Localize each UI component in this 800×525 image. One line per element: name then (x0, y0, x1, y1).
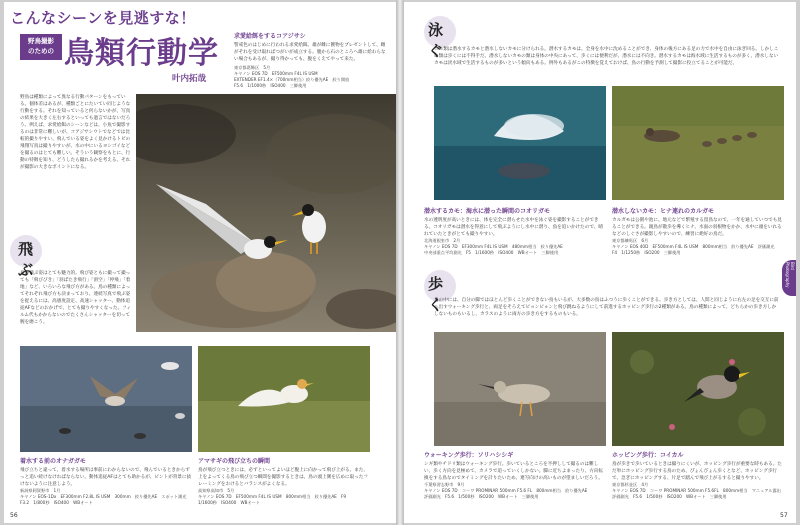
pintail-landing-photo (20, 346, 192, 452)
credit-line: 中央部重点平均測光 F5 1/1600秒 ISO400 WBオート 三脚使用 (424, 250, 559, 255)
swim-caption-2-title: 潜水しないカモ：ヒナ連れのカルガモ (612, 208, 715, 215)
feature-title: 鳥類行動学 (64, 36, 219, 71)
bottom-caption-1-credit (20, 488, 192, 506)
top-caption-credit (234, 65, 386, 89)
credit-line: 高知県高知市 5月 (198, 488, 235, 493)
credit-line: 千葉県習志野市 9月 (424, 482, 465, 487)
title-badge (20, 34, 62, 60)
swim-caption-1 (424, 206, 604, 256)
badge-line-2: のための (28, 47, 54, 55)
long-tailed-duck-diving-photo (434, 86, 606, 200)
spot-billed-duck-chicks-photo (612, 86, 784, 200)
bottom-caption-2-body: 鳥が飛び立つときには、必ずといってよいほど腹上に向かって飛び上がる。また、上をよってくる鳥の飛び立つ瞬間を撮影するときは、鳥の頭上側を広めに取ったフレーミングをおけるとバランスがよくなる。 (198, 468, 368, 487)
walk-caption-2-body: 鳥が歩きで歩いているときは撮りにくいが、ホッピング歩行が重要な時もある。ただ単にホッピング歩行する鳥のため、ぴょんぴょん歩くとなど、ホッピング歩行で、急ぎにホッピングする、片足で踏んで飛び上がるすると撮りやすい。 (612, 462, 782, 481)
fly-heading-text: 飛ぶ (18, 240, 34, 279)
swim-caption-1-title: 潜水するカモ：海水に潜った瞬間のコオリガモ (424, 208, 550, 215)
page-number-left: 56 (10, 512, 18, 519)
top-caption-title: 求愛給餌をするコアジサシ (234, 33, 306, 40)
bottom-caption-1-body: 飛び立ちと違って、着水する場所は事前にわからないので、飛んでいるときからずっと追い続けなければならない。動体追従AFはとても助かるが、ピントが背景に抜けないように注意しよう。 (20, 468, 192, 487)
swim-caption-2-body: カルガモは公園や池に、地元などで繁殖する留鳥なので、一年を通していつでも見ることができる。親鳥が散歩を導くヒナ、水面の羽根物をかか、水中に頭をいれるなどのしぐさが撮影しやすいので、練習に絶好の鳥だ。 (612, 218, 782, 237)
walk-caption-1 (424, 450, 604, 500)
credit-line: F5.6 1/1000秒 ISO400 三脚使用 (234, 83, 307, 88)
fly-heading (10, 235, 42, 279)
fly-body: 鳥が飛ぶ姿はとても魅力的。飛び姿ともに撮って撮っても「飛びびき」「羽ばたき飛行」「滑空」「停飛」「着地」など、いろいろな飛び方がある。鳥の種類によってそれぞれ飛び方も決まっており、連続写真で飛ぶ姿を捉えるには、高感度設定、高速シャッター、動体追従AFなどのおかげで、とても撮りやすくなった。フィルム代もかからないのでたくさんシャッターを切って腕を磨こう。 (20, 271, 131, 325)
walk-caption-1-title: ウォーキング歩行：ソリハシシギ (424, 452, 514, 459)
walk-caption-2 (612, 450, 784, 500)
swim-heading-text: 泳ぐ (428, 21, 444, 60)
headline: こんなシーンを見逃すな！ (10, 9, 196, 27)
credit-line: キヤノン EOS 7D EF300mm F4L IS USM 480mm相当 絞り優先AE (424, 244, 563, 249)
credit-line: 評価測光 F5.6 1/500秒 ISO200 WBオート 三脚使用 (612, 494, 727, 499)
credit-line: 北海道根室市 2月 (424, 238, 461, 243)
walk-caption-2-title: ホッピング歩行：コイカル (612, 452, 684, 459)
bottom-caption-2-title: アマサギの飛び立ちの瞬間 (198, 458, 271, 465)
credit-line: EXTENDER EF1.4×（700mm相当）絞り優先AE 絞り開放 (234, 77, 350, 82)
terek-sandpiper-photo (434, 332, 606, 446)
credit-line: 1/1600秒 ISO400 WBオート (198, 500, 261, 505)
walk-caption-1-body: シギ類やチドリ類はウォーキング歩行。歩いているところを半押しして撮るのは難しい、歩く方向を見極めて、カメラで追っていくしかない。脚に近ちよまったり、方向転換をする鳥なのでタイミングを計りたいため、連写向けの高いものが望ましいだろう。 (424, 462, 604, 481)
page-number-right: 57 (780, 512, 788, 519)
bottom-caption-1-title: 着水する前のオナガガモ (20, 458, 86, 465)
credit-line: 評価測光 F5.6 1/500秒 ISO200 WBオート 三脚使用 (424, 494, 539, 499)
credit-line: キヤノン EOS 7D コーワ PROMINAR 500mm F5.6 FL 800mm相当 絞り優先AE (424, 488, 588, 493)
credit-line: キヤノン EOS 7D EF500mm F4L IS USM (234, 71, 318, 76)
cattle-egret-takeoff-photo (198, 346, 370, 452)
walk-body: 鳥の中には、自分の脚ではほとんど歩くことができない鳥もいるが、大多数の鳥はふつうに歩くことができる。歩き方としては、人間と同じように右左の足を交互に前へ出すウォーキング歩行と、両足をそろえてピョンピョンと飛び跳ねるようにして前進するホッピング歩行の2種類がある。鳥の種類によって、どちらかの歩き方しかしないものもいるし、カラスのように両方の歩き方をするものもいる。 (434, 298, 779, 317)
side-tab (782, 260, 796, 296)
swim-caption-1-credit (424, 238, 604, 256)
bottom-caption-2 (198, 456, 370, 506)
credit-line: 東京都練馬区 6月 (612, 238, 649, 243)
credit-line: キヤノン EOS 7D コーワ PROMINAR 500mm F5.6FL 800mm相当 マニュアル露出 (612, 488, 781, 493)
swim-caption-2-credit (612, 238, 784, 256)
credit-line: F3.2 1/800秒 ISO400 WBオート (20, 500, 93, 505)
left-page (4, 2, 396, 523)
swim-body: カモ類は潜水するカモと潜水しないカモに分けられる。潜水するカモは、全身を水中に沈めることができ、身体の後方にある足の力で水中を自由に泳ぎ回る。しかしこの類は歩くには不得手だ。潜水しないカモの類は身体の中央にあって、歩くには便利だが、潜水には不向き。潜水するカモは海水域に生活するものが多く、潜水しないカモは淡水域で生活するものが多いという傾向もある。例外もあるがこの特徴を覚えておけば、鳥の行動を予測して撮影に役立てることが可能だ。 (434, 47, 779, 66)
credit-line: 新潟県阿賀野市 1月 (20, 488, 61, 493)
credit-line: 東京都杉並区 4月 (612, 482, 649, 487)
intro-text: 野鳥は種類によって異なる行動パターンをもっている。個体差はあるが、種類ごとにたいてい同じような行動をする。それを知っていると何らないかが、写真の結果を大きく左右するといっても過言ではないだろう。例えば、求愛給餌のシーンなどは、小魚で撮影するのは非常に難しいが、コアジサシウトでなどでは比較的撮りやすい。飛んでいる姿をよく見かけるトビの飛翔写真は撮りやすいが、水の中にいるヨシゴイなどを撮るのはとても難しい。そういう観察をもとに、行動の特徴を知り、どうしたら撮れるかを考える、それが撮影の大きなポイントになる。 (20, 95, 131, 170)
top-caption (234, 31, 386, 89)
credit-line: 東京都葛飾区 5月 (234, 65, 271, 70)
swim-caption-2 (612, 206, 784, 256)
bottom-caption-1 (20, 456, 192, 506)
credit-line: F4 1/1250秒 ISO200 三脚使用 (612, 250, 681, 255)
grosbeak-hopping-photo (612, 332, 784, 446)
least-tern-courtship-photo (136, 94, 396, 332)
page-gutter (396, 0, 404, 525)
swim-heading (424, 16, 456, 60)
credit-line: キヤノン EOS-1Dx EF300mm F2.8L IS USM 300mm 絞り優先AE スポット測光 (20, 494, 187, 499)
author-name: 叶内拓哉 (172, 74, 207, 84)
right-page (404, 2, 796, 523)
credit-line: キヤノン EOS 40D EF500mm F4L IS USM 800mm相当 絞り優先AE 評価測光 (612, 244, 775, 249)
swim-caption-1-body: 水の透明度が高いときには、体を完全に潜らせた水中を泳ぐ姿を撮影することができる。コオリガモは潜水を得意にして飛ぶようにし水中に潜り、魚を追いかけたので、晴れていたときがとても撮りやすい。 (424, 218, 604, 237)
walk-caption-1-credit (424, 482, 604, 500)
top-caption-body: 警戒色のはじめに行われる求愛給餌。雄が雌に獲物をプレゼントして、雌がそれを受け取ればつがいが成立する。腹から石のところへ雄に給わらない場合もあるが、撮り得かっても、腹をくえてやって来た。 (234, 43, 386, 62)
walk-caption-2-credit (612, 482, 784, 500)
badge-line-1: 野鳥撮影 (28, 37, 54, 45)
walk-heading-text: 歩く (428, 275, 444, 314)
credit-line: キヤノン EOS 7D EF500mm F4L IS USM 800mm相当 絞り優先AE F9 (198, 494, 347, 499)
bottom-caption-2-credit (198, 488, 370, 506)
side-tab-text: Bird Photography (785, 262, 795, 288)
